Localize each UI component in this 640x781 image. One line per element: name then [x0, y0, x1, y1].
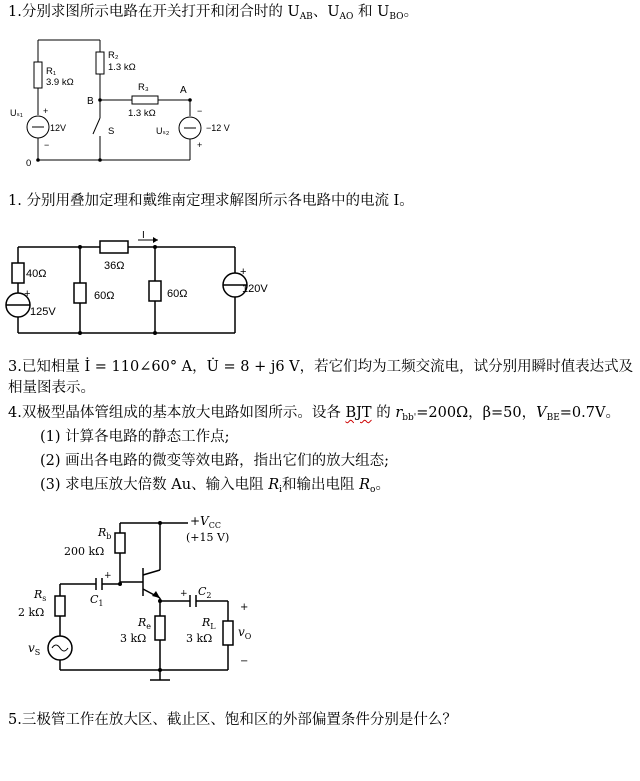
svg-text:+: +: [180, 589, 188, 599]
r2-label: R₂: [108, 50, 119, 61]
svg-text:+: +: [240, 602, 249, 613]
r1-value: 3.9 kΩ: [46, 77, 74, 88]
node-a-label: A: [180, 85, 187, 96]
q2-text: 1. 分别用叠加定理和戴维南定理求解图所示各电路中的电流 I。: [8, 193, 414, 209]
svg-text:vO: $v_O$: [238, 625, 252, 641]
node-o-label: 0: [26, 158, 32, 169]
svg-text:Rb: $R_b$: [98, 526, 112, 541]
v125-label: 125V: [30, 306, 56, 318]
q2-circuit-diagram: [0, 225, 290, 345]
c2-label: C: [198, 585, 207, 598]
q1-circuit-diagram: [0, 30, 240, 175]
rs-label: R: [34, 588, 43, 601]
svg-text:+: +: [240, 266, 247, 278]
rb-value: 200 kΩ: [64, 545, 105, 558]
r36-label: 36Ω: [104, 260, 125, 272]
us2-value: −12 V: [206, 123, 230, 133]
svg-text:Rs: $R_s$: [34, 588, 47, 603]
re-value: 3 kΩ: [120, 632, 147, 645]
svg-text:+: +: [104, 571, 112, 581]
rs-value: 2 kΩ: [18, 606, 45, 619]
q4-intro: 4.双极型晶体管组成的基本放大电路如图所示。设各 BJT 的 $r_{bb'}=200\Omega$，β=50，$V_{BE}=0.7V$。: [8, 405, 620, 423]
svg-text:RL: $R_L$: [202, 616, 216, 631]
svg-text:C2: $C_2$: [198, 585, 212, 600]
svg-text:Re: $R_e$: [138, 616, 152, 631]
svg-text:−: −: [240, 656, 249, 667]
q3-line2: 相量图表示。: [8, 380, 95, 396]
svg-text:+: +: [24, 288, 31, 300]
us1-value: 12V: [50, 123, 67, 133]
us1-label: Uₛ₁: [10, 108, 23, 118]
vcc-label: +V: [190, 514, 209, 528]
rl-label: R: [202, 616, 211, 629]
r40-label: 40Ω: [26, 268, 47, 280]
svg-text:vS: $v_S$: [28, 641, 41, 657]
svg-text:+VCC: $+V_{CC}$: [190, 514, 221, 530]
q1-text: 1.分别求图所示电路在开关打开和闭合时的 $U_{AB}$、$U_{AO}$ 和 $U_{BO}$。: [8, 4, 419, 22]
node-b-label: B: [87, 96, 94, 107]
r60b-label: 60Ω: [167, 288, 188, 300]
rb-label: R: [98, 526, 107, 539]
q4-item-3: (3) 求电压放大倍数 Au、输入电阻 $R_i$和输出电阻 $R_o$。: [40, 477, 390, 495]
q4-item-2: (2) 画出各电路的微变等效电路，指出它们的放大组态;: [40, 453, 390, 469]
r3-value: 1.3 kΩ: [128, 108, 156, 119]
q4-circuit-diagram: [0, 508, 290, 683]
q4-item-1: (1) 计算各电路的静态工作点;: [40, 429, 230, 445]
switch-label: S: [108, 126, 115, 137]
current-label: I: [142, 230, 145, 241]
v120-label: 120V: [242, 283, 268, 295]
r2-value: 1.3 kΩ: [108, 62, 136, 73]
svg-text:−: −: [44, 140, 50, 150]
rl-value: 3 kΩ: [186, 632, 213, 645]
svg-text:C1: $C_1$: [90, 593, 104, 608]
svg-text:+: +: [197, 140, 203, 150]
re-label: R: [138, 616, 147, 629]
svg-text:+: +: [43, 106, 49, 116]
vs-label: v: [28, 641, 35, 655]
us2-label: Uₛ₂: [156, 126, 170, 136]
svg-text:−: −: [197, 106, 203, 116]
r3-label: R₃: [138, 82, 149, 93]
r1-label: R₁: [46, 66, 57, 77]
vo-label: v: [238, 625, 245, 639]
q3-line1: 3.已知相量 İ = 110∠60° A，U̇ = 8 + j6 V，若它们均为工频交流电，试分别用瞬时值表达式及: [8, 359, 634, 375]
c1-label: C: [90, 593, 99, 606]
vcc-value: (+15 V): [186, 531, 230, 544]
r60a-label: 60Ω: [94, 290, 115, 302]
q5-text: 5.三极管工作在放大区、截止区、饱和区的外部偏置条件分别是什么？: [8, 712, 457, 728]
